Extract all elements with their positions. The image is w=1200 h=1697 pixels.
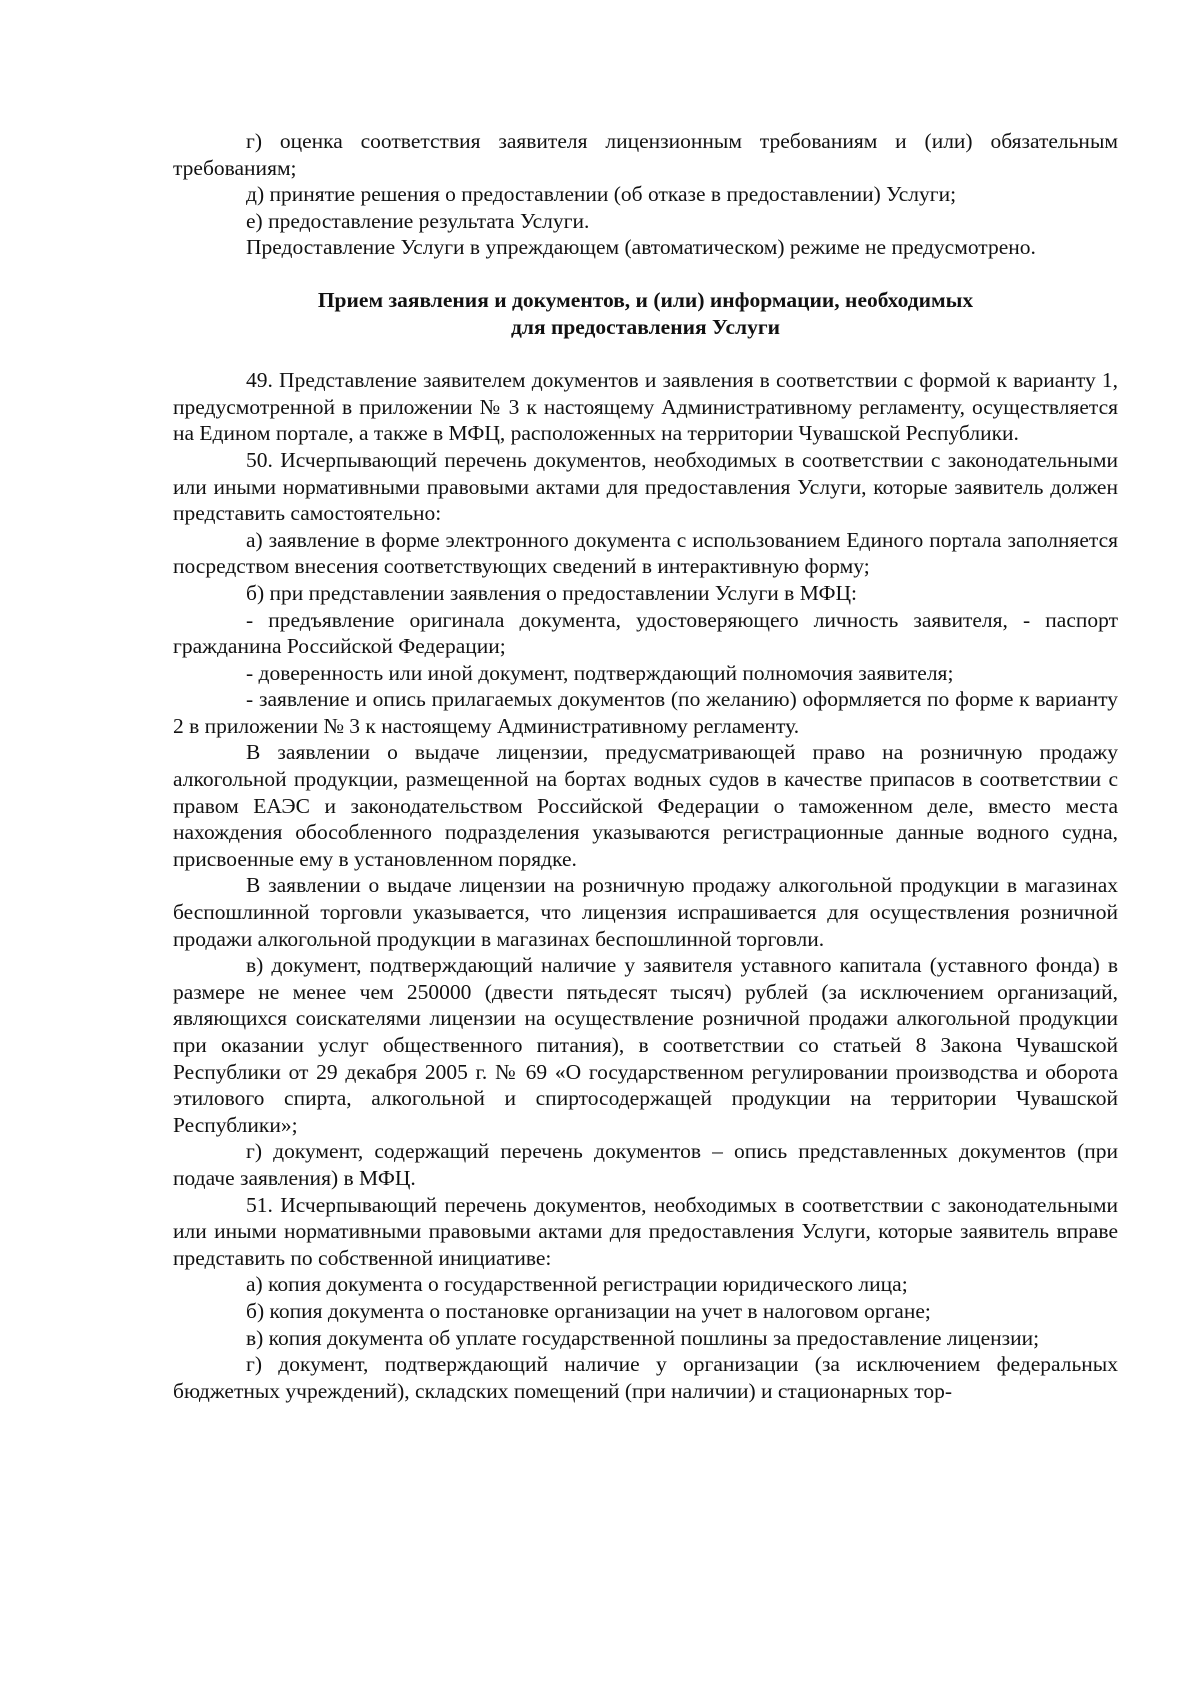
list-item: а) копия документа о государственной регистрации юридического лица; [246, 1272, 908, 1297]
list-item: а) заявление в форме электронного документа с использованием Единого портала заполняется посредством внесения соответствующих сведений в интерактивную форму; [173, 527, 1118, 579]
list-item: б) копия документа о постановке организации на учет в налоговом органе; [246, 1298, 931, 1323]
list-item: - заявление и опись прилагаемых документов (по желанию) оформляется по форме к варианту 2 в приложении № 3 к настоящему Административному регламенту. [173, 687, 1118, 738]
section-heading-line: Прием заявления и документов, и (или) информации, необходимых [317, 287, 974, 312]
paragraph-51: 51. Исчерпывающий перечень документов, необходимых в соответствии с законодательными или иными нормативными правовыми актами для предоставления Услуги, которые заявитель вправе представить по собственной инициативе: [173, 1192, 1118, 1270]
paragraph: В заявлении о выдаче лицензии на розничную продажу алкогольной продукции в магазинах беспошлинной торговли указывается, что лицензия испрашивается для осуществления розничной продажи алкогольной продукции в магазинах беспошлинной торговли. [173, 873, 1118, 951]
paragraph-50: 50. Исчерпывающий перечень документов, необходимых в соответствии с законодательными или иными нормативными правовыми актами для предоставления Услуги, которые заявитель должен представить самостоятельно: [173, 447, 1118, 526]
paragraph: Предоставление Услуги в упреждающем (автоматическом) режиме не предусмотрено. [246, 235, 1036, 260]
list-item: в) документ, подтверждающий наличие у заявителя уставного капитала (уставного фонда) в размере не менее чем 250000 (двести пятьдесят тысяч) рублей (за исключением организаций, являющихся соискателями лицензии на осуществление розничной продажи алкогольной продукции при оказании услуг общественного питания), в соответствии со статьей 8 Закона Чувашской Республики от 29 декабря 2005 г. № 69 «О государственном регулировании производства и оборота этилового спирта, алкогольной и спиртосодержащей продукции на территории Чувашской Республики»; [173, 953, 1118, 1137]
list-item: - доверенность или иной документ, подтверждающий полномочия заявителя; [246, 660, 954, 685]
list-item: в) копия документа об уплате государственной пошлины за предоставление лицензии; [246, 1325, 1040, 1350]
document-page [173, 128, 1118, 1404]
paragraph: г) оценка соответствия заявителя лицензионным требованиям и (или) обязательным требованиям; [173, 129, 1118, 180]
list-item: г) документ, содержащий перечень документов – опись представленных документов (при подаче заявления) в МФЦ. [173, 1139, 1118, 1190]
section-heading-line: для предоставления Услуги [511, 314, 780, 339]
section-heading [173, 287, 1118, 340]
list-item: - предъявление оригинала документа, удостоверяющего личность заявителя, - паспорт гражданина Российской Федерации; [173, 607, 1118, 659]
paragraph: В заявлении о выдаче лицензии, предусматривающей право на розничную продажу алкогольной продукции, размещенной на бортах водных судов в качестве припасов в соответствии с правом ЕАЭС и законодательством Российской Федерации о таможенном деле, вместо места нахождения обособленного подразделения указываются регистрационные данные водного судна, присвоенные ему в установленном порядке. [173, 740, 1118, 871]
list-item: б) при представлении заявления о предоставлении Услуги в МФЦ: [246, 580, 858, 605]
paragraph: е) предоставление результата Услуги. [246, 208, 590, 233]
paragraph-49: 49. Представление заявителем документов и заявления в соответствии с формой к варианту 1, предусмотренной в приложении № 3 к настоящему Административному регламенту, осуществляется на Едином портале, а также в МФЦ, расположенных на территории Чувашской Республики. [173, 368, 1118, 446]
list-item: г) документ, подтверждающий наличие у организации (за исключением федеральных бюджетных учреждений), складских помещений (при наличии) и стационарных тор- [173, 1352, 1118, 1403]
paragraph: д) принятие решения о предоставлении (об отказе в предоставлении) Услуги; [246, 182, 957, 207]
